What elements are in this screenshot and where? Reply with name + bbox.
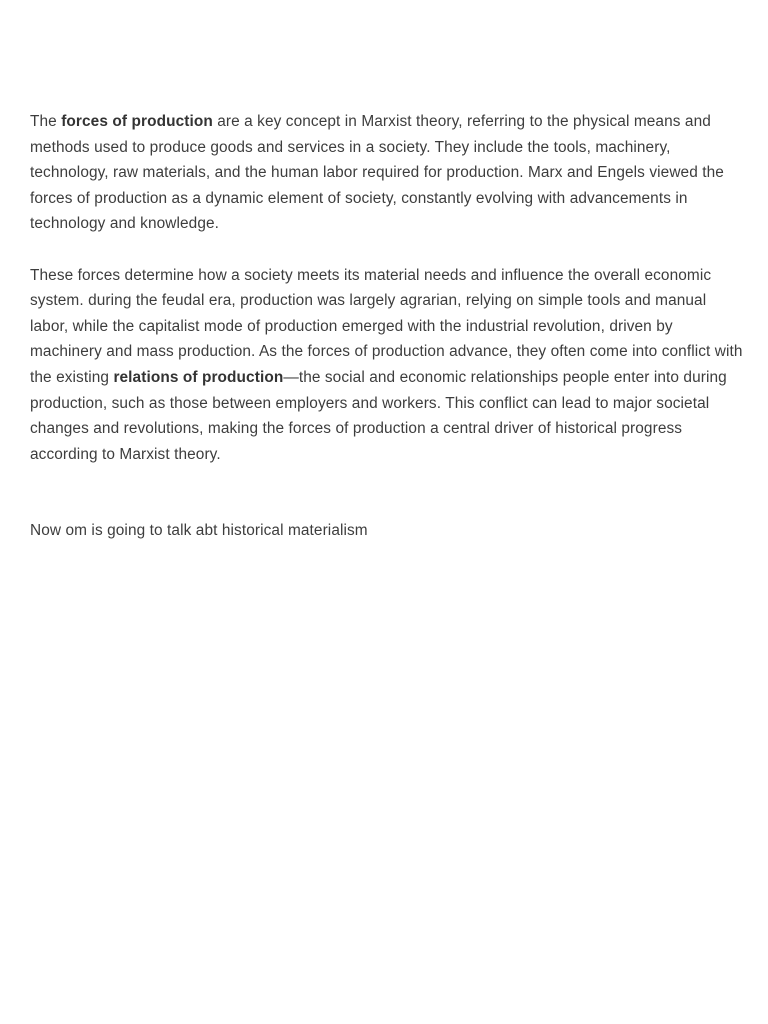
paragraph-1-rest: are a key concept in Marxist theory, referring to the physical means and methods used to produce goods and services in a society. They include the tools, machinery, technology, raw materials, and the human labor required for production. Marx and Engels viewed the forces of production as a dynamic element of society, constantly evolving with advancements in technology and knowledge. — [30, 113, 724, 233]
note-body[interactable] — [30, 109, 744, 544]
paragraph-forces-of-production — [30, 109, 744, 237]
paragraph-historical-materialism: Now om is going to talk abt historical materialism — [30, 522, 368, 540]
paragraph-relations-of-production — [30, 263, 744, 468]
term-forces-of-production: forces of production — [61, 113, 213, 130]
paragraph-2-rest: —the social and economic relationships people enter into during production, such as those between employers and workers. This conflict can lead to major societal changes and revolutions, making the forces of production a central driver of historical progress according to Marxist theory. — [30, 368, 727, 463]
paragraph-1-lead: The — [30, 113, 62, 130]
paragraph-2-lead: These forces determine how a society meets its material needs and influence the overall economic system. during the feudal era, production was largely agrarian, relying on simple tools and manual labor, while the capitalist mode of production emerged with the industrial revolution, driven by machinery and mass production. As the forces of production advance, they often come into conflict with the existing — [30, 266, 743, 386]
term-relations-of-production: relations of production — [113, 368, 284, 386]
